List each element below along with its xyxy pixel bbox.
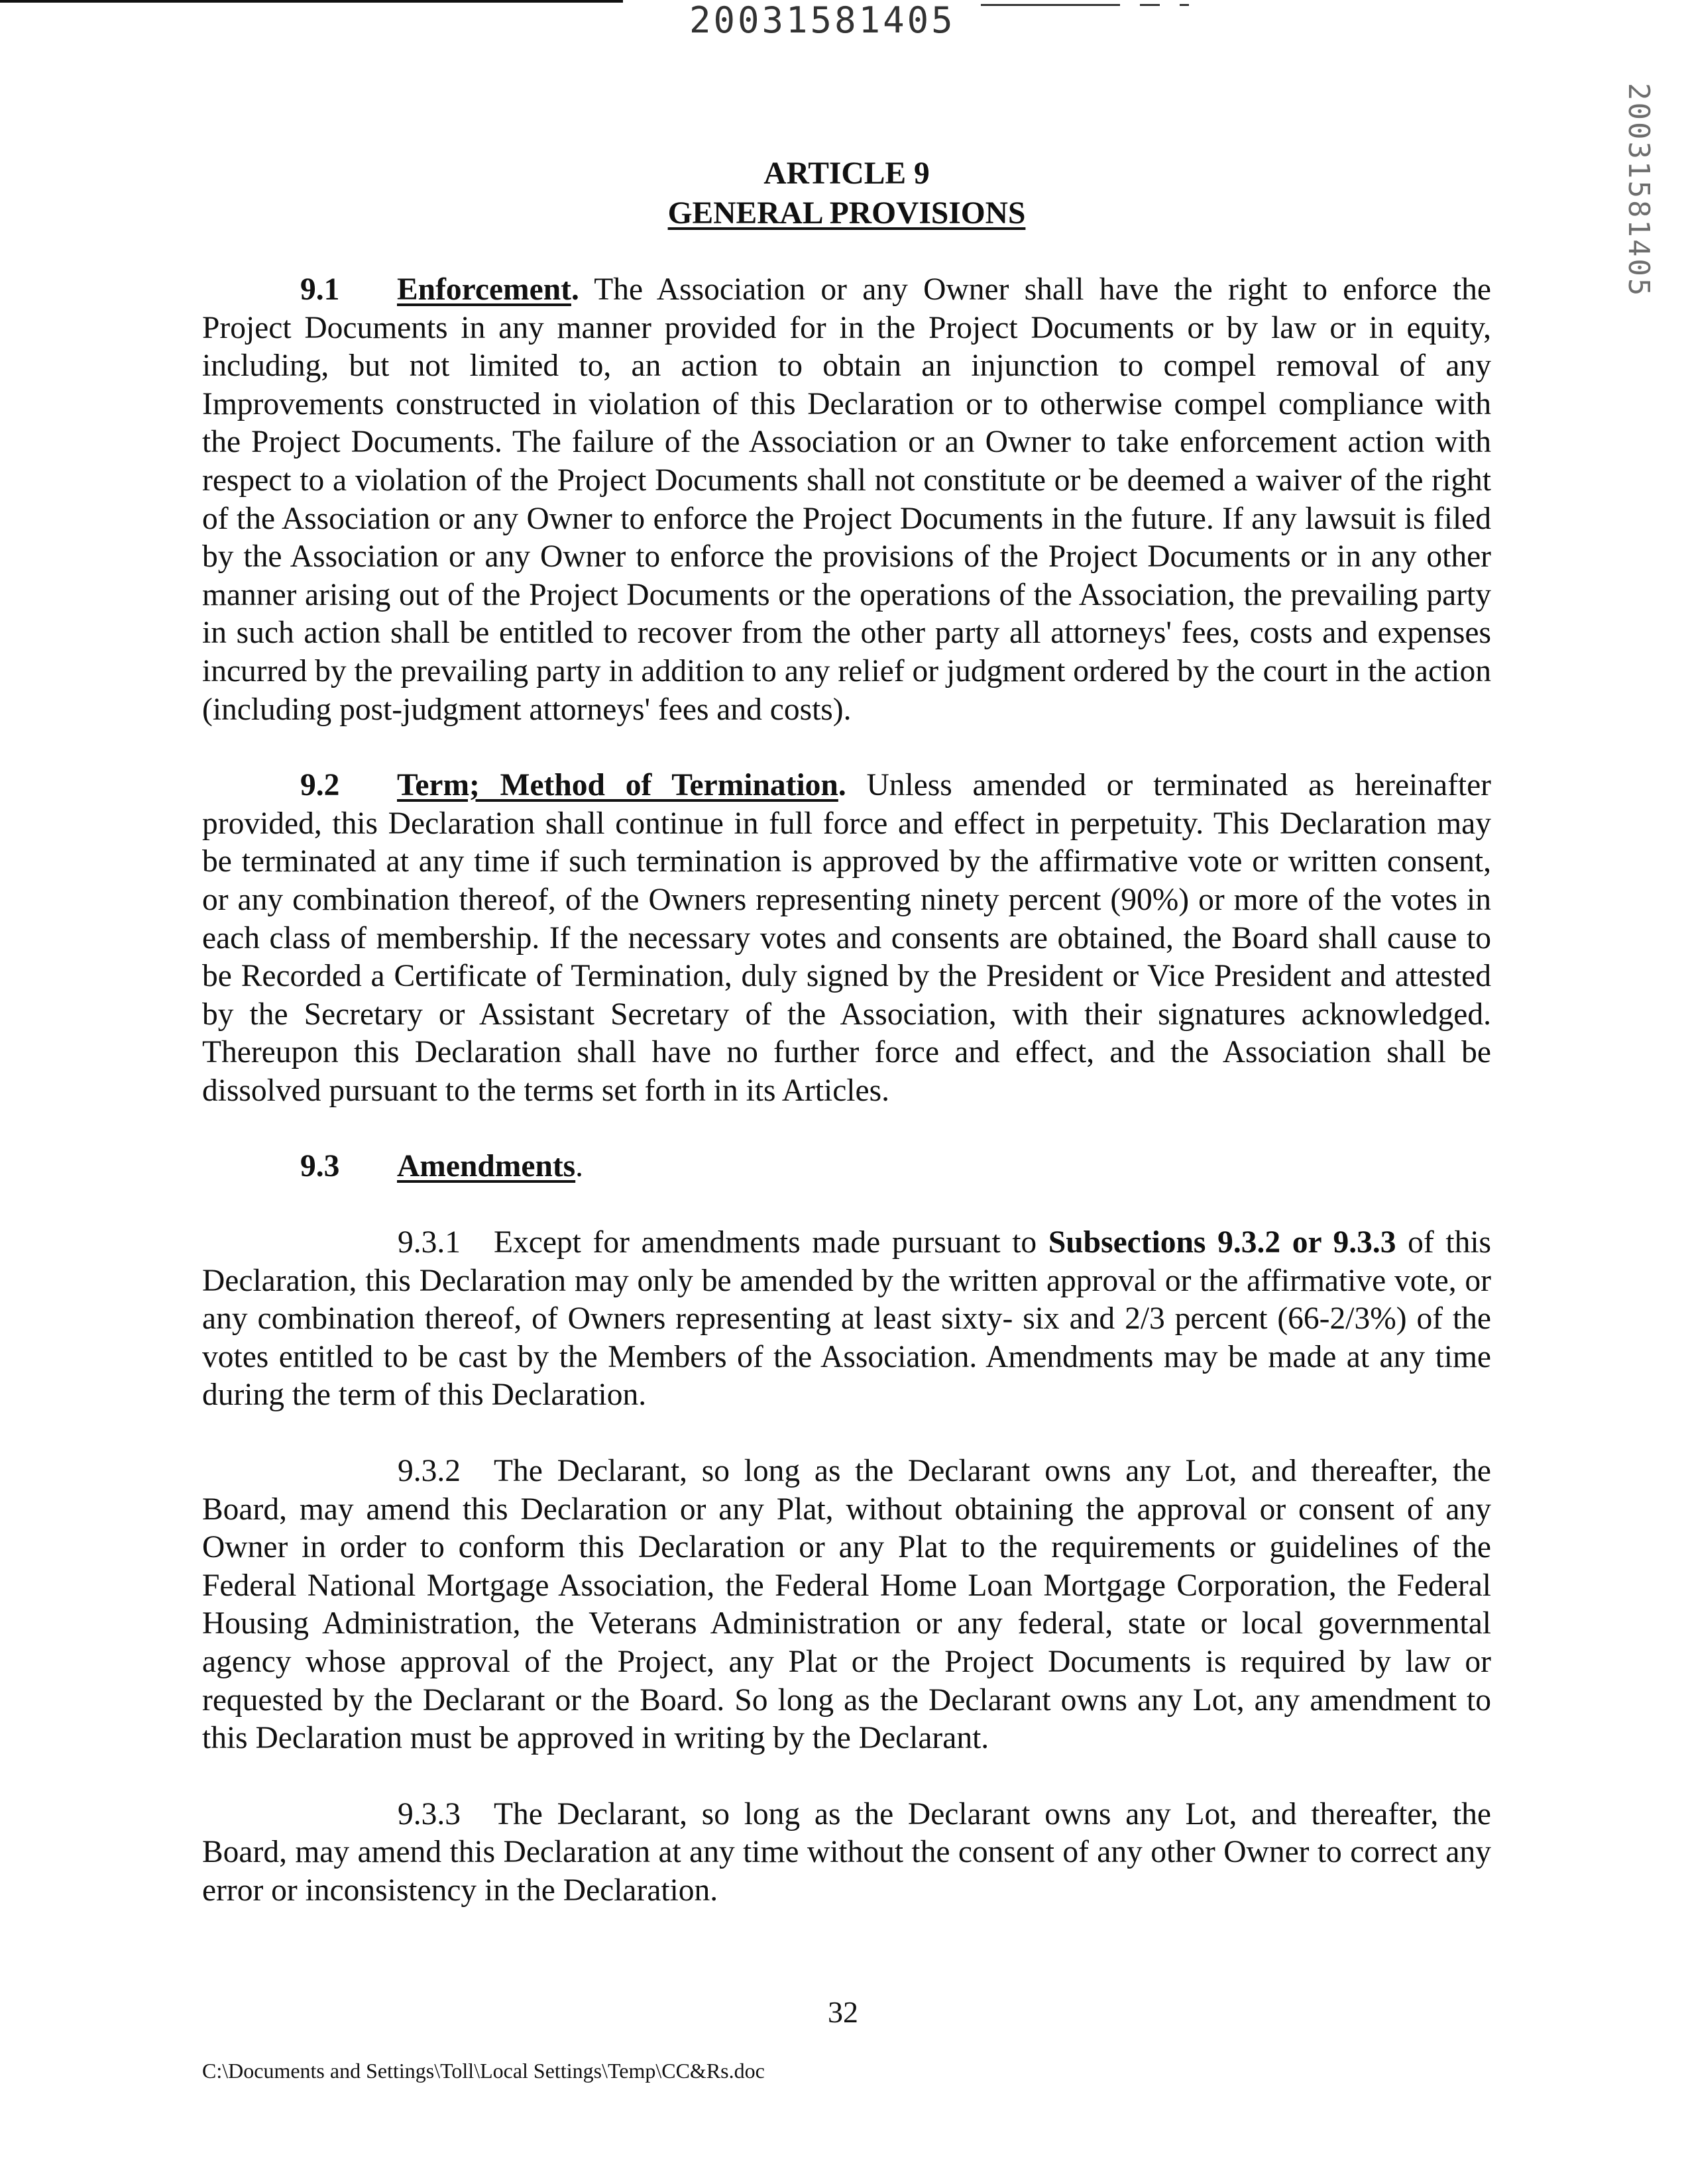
article-title: GENERAL PROVISIONS [667, 196, 1026, 231]
subsection-number: 9.3.1 [398, 1225, 461, 1260]
article-title-line [202, 193, 1491, 233]
subsection-body: The Declarant, so long as the Declarant owns any Lot, and thereafter, the Board, may amend this Declaration at any time without the consent of any other Owner to correct any error or inconsistency in the Declaration. [202, 1796, 1491, 1908]
subsection-9-3-3 [202, 1796, 1491, 1910]
subsection-number: 9.3.3 [398, 1796, 461, 1831]
section-title: Enforcement [397, 272, 571, 307]
top-rule [0, 0, 623, 3]
section-title-punct: . [575, 1149, 584, 1184]
section-body: The Association or any Owner shall have the right to enforce the Project Documents in any manner provided for in the Project Documents or by law or in equity, including, but not limited to, an action to obtain an injunction to compel removal of any Improvements constructed in violation of this Declaration or to otherwise compel compliance with the Project Documents. The failure of the Association or an Owner to take enforcement action with respect to a violation of the Project Documents shall not constitute or be deemed a waiver of the right of the Association or any Owner to enforce the Project Documents in the future. If any lawsuit is filed by the Association or any Owner to enforce the provisions of the Project Documents or in any other manner arising out of the Project Documents or the operations of the Association, the prevailing party in such action shall be entitled to recover from the other party all attorneys' fees, costs and expenses incurred by the prevailing party in addition to any relief or judgment ordered by the court in the action (including post-judgment attorneys' fees and costs). [202, 272, 1491, 727]
section-title-punct: . [838, 768, 846, 803]
top-rule-fragment [1180, 4, 1189, 6]
subsection-9-3-2 [202, 1452, 1491, 1758]
section-title: Term; Method of Termination [397, 768, 838, 803]
section-body: Unless amended or terminated as hereinafter provided, this Declaration shall continue in full force and effect in perpetuity. This Declaration may be terminated at any time if such termination is approved by the affirmative vote or written consent, or any combination thereof, of the Owners representing ninety percent (90%) or more of the votes in each class of membership. If the necessary votes and consents are obtained, the Board shall cause to be Recorded a Certificate of Termination, duly signed by the President or Vice President and attested by the Secretary or Assistant Secretary of the Association, with their signatures acknowledged. Thereupon this Declaration shall have no further force and effect, and the Association shall be dissolved pursuant to the terms set forth in its Articles. [202, 768, 1491, 1108]
top-rule-fragment [981, 4, 1120, 6]
article-number: ARTICLE 9 [763, 156, 930, 191]
subsection-number: 9.3.2 [398, 1454, 461, 1489]
subsection-reference: Subsections 9.3.2 or 9.3.3 [1048, 1225, 1396, 1260]
vertical-recording-stamp [1602, 83, 1662, 308]
vertical-stamp-text: 20031581405 [1622, 83, 1656, 298]
subsection-body-end: of this Declaration, this Declaration may only be amended by the written approval or the affirmative vote, or any combination thereof, of Owners representing at least sixty- six and 2/3 percent (66-2/3%) of the votes entitled to be cast by the Members of the Association. Amendments may be made at any time during the term of this Declaration. [202, 1225, 1492, 1413]
subsection-9-3-1 [202, 1224, 1491, 1415]
section-number: 9.1 [300, 272, 340, 307]
document-body [202, 154, 1491, 1910]
subsection-body: The Declarant, so long as the Declarant owns any Lot, and thereafter, the Board, may amend this Declaration or any Plat, without obtaining the approval or consent of any Owner in order to conform this Declaration or any Plat to the requirements or guidelines of the Federal National Mortgage Association, the Federal Home Loan Mortgage Corporation, the Federal Housing Administration, the Veterans Administration or any federal, state or local governmental agency whose approval of the Project, any Plat or the Project Documents is required by law or requested by the Declarant or the Board. So long as the Declarant owns any Lot, any amendment to this Declaration must be approved in writing by the Declarant. [202, 1454, 1491, 1756]
top-rule-fragment [1140, 4, 1160, 6]
page-number: 32 [828, 1995, 858, 2029]
section-title-punct: . [571, 272, 579, 307]
section-9-2 [202, 767, 1491, 1110]
section-number: 9.3 [300, 1149, 340, 1184]
section-title: Amendments [397, 1149, 576, 1184]
document-number: 20031581405 [689, 0, 956, 41]
subsection-body-start: Except for amendments made pursuant to [494, 1225, 1048, 1260]
section-number: 9.2 [300, 768, 340, 803]
section-9-1 [202, 271, 1491, 729]
section-9-3 [202, 1148, 1491, 1186]
file-path: C:\Documents and Settings\Toll\Local Settings\Temp\CC&Rs.doc [202, 2059, 765, 2083]
